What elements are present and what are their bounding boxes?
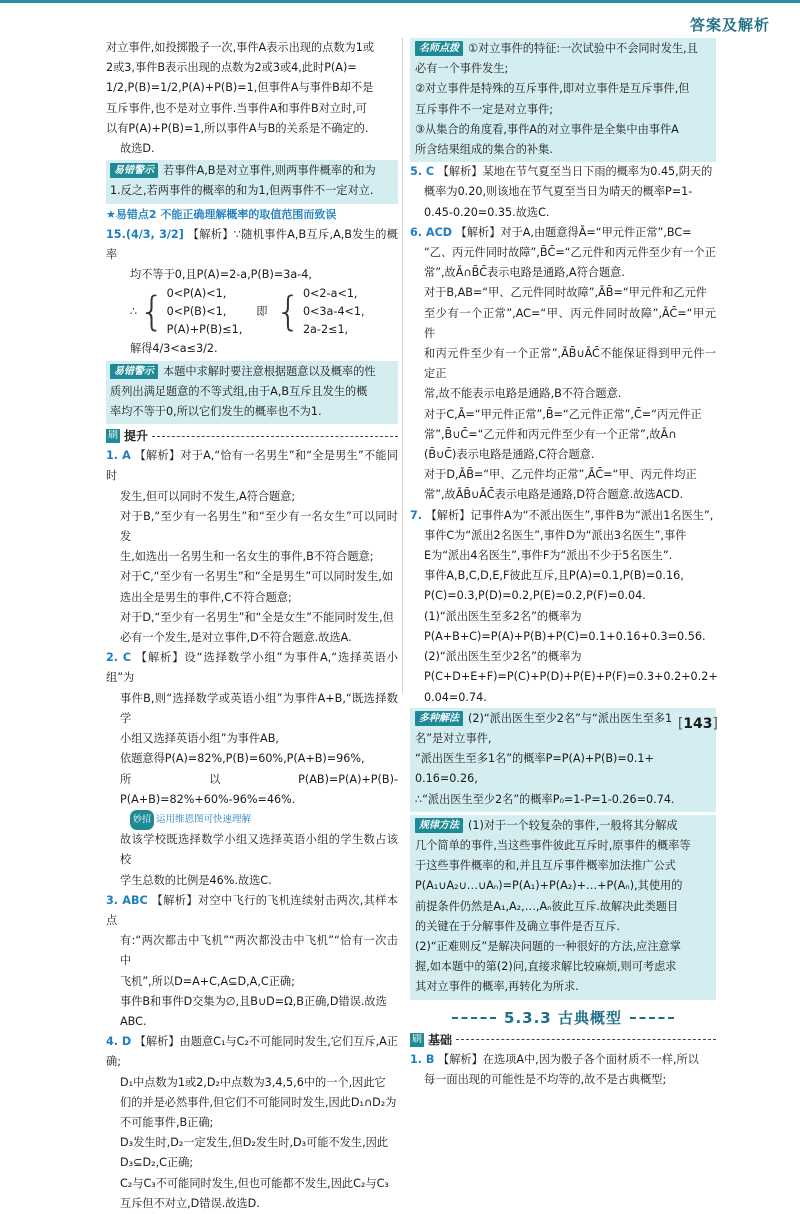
top-rule: [0, 0, 800, 3]
warning-text: 率均不等于0,所以它们发生的概率也不为1.: [110, 405, 322, 419]
system-b-line: 0<3a-4<1,: [302, 305, 365, 319]
dashed-rule: [630, 1017, 674, 1019]
q3-line: 事件B和事件D交集为∅,且B∪D=Ω,B正确,D错误.故选: [120, 994, 387, 1008]
mistake-point-2: ★易错点2 不能正确理解概率的取值范围而致误: [106, 207, 337, 221]
rule-text: 其对立事件的概率,再转化为所求.: [415, 980, 579, 994]
therefore-symbol: ∴: [130, 305, 138, 319]
q15-system: [106, 285, 398, 339]
intro-line: 故选D.: [120, 142, 155, 156]
q3-number: 3. ABC: [106, 893, 148, 907]
multi-text: ∴“派出医生至少2名”的概率P₀=1-P=1-0.26=0.74.: [415, 792, 675, 806]
multi-tag: 多种解法: [415, 711, 463, 726]
brush-icon: 刷: [412, 1033, 422, 1045]
b1-number: 1. B: [410, 1052, 435, 1066]
rule-text: 握,如本题中的第(2)问,直接求解比较麻烦,则可考虑求: [415, 960, 677, 974]
q2-line: 故该学校既选择数学小组又选择英语小组的学生数占该校: [120, 833, 398, 867]
q1-line: 发生,但可以同时不发生,A符合题意;: [120, 489, 296, 503]
system-b-line: 2a-2≤1,: [302, 323, 349, 337]
q6-line: (B̄∪C̄)表示电路是通路,C符合题意.: [424, 448, 595, 462]
q6-line: 常”,故ĀB̄∪ĀC̄表示电路是通路,D符合题意.故选ACD.: [424, 488, 684, 502]
warning-text: 1.反之,若两事件的概率的和为1,但两事件不一定对立.: [110, 184, 374, 198]
q7-line: (1)“派出医生至多2名”的概率为: [424, 609, 582, 623]
page-number-text: 143: [683, 716, 713, 732]
rule-text: 前提条件仍然是A₁,A₂,…,Aₙ彼此互斥.故解决此类题目: [415, 899, 679, 913]
brace-icon: {: [139, 289, 165, 336]
warning-tag: 易错警示: [110, 364, 158, 379]
section-tisheng: [106, 428, 398, 444]
q6-line: 常”,故Ā∩B̄C̄表示电路是通路,A符合题意.: [424, 266, 625, 280]
q7-line: (2)“派出医生至少2名”的概率为: [424, 650, 582, 664]
q6-line: 【解析】对于A,由题意得Ā=“甲元件正常”,BC=: [455, 225, 692, 239]
teacher-text: 互斥事件不一定是对立事件;: [415, 102, 554, 116]
rule-tag: 规律方法: [415, 818, 463, 833]
brace-icon: {: [275, 289, 301, 336]
q1-line: 对于D,“至少有一名男生”和“全是女生”不能同时发生,但: [120, 610, 394, 624]
rule-text: 几个简单的事件,当这些事件彼此互斥时,原事件的概率等: [415, 838, 691, 852]
q6-number: 6. ACD: [410, 225, 453, 239]
question-7: [410, 506, 716, 708]
q1-line: 对于C,“至少有一名男生”和“全是男生”可以同时发生,如: [120, 570, 394, 584]
teacher-text: ①对立事件的特征:一次试验中不会同时发生,且: [468, 42, 698, 55]
page-number: [143]: [677, 716, 718, 732]
tip-icon: 妙招: [130, 810, 154, 830]
b1-line: 每一面出现的可能性是不均等的,故不是古典概型;: [424, 1072, 667, 1086]
question-1: [106, 446, 398, 648]
q7-line: P(A+B+C)=P(A)+P(B)+P(C)=0.1+0.16+0.3=0.56.: [424, 629, 706, 643]
section-label: 提升: [124, 429, 149, 444]
q1-line: 对于B,“至少有一名男生”和“至少有一名女生”可以同时发: [120, 509, 398, 544]
q15-answer: (4/3, 3/2]: [125, 227, 184, 241]
multi-solution-box: [410, 708, 716, 812]
question-4: [106, 1032, 398, 1214]
question-15: [106, 225, 398, 360]
warning-text: 质列出满足题意的不等式组,由于A,B互斥且发生的概: [110, 384, 368, 398]
q5-line: 0.45-0.20=0.35.故选C.: [424, 205, 550, 219]
q1-line: 选出全是男生的事件,C不符合题意;: [120, 590, 292, 604]
teacher-text: ③从集合的角度看,事件A的对立事件是全集中由事件A: [415, 122, 679, 136]
multi-text: 0.16=0.26,: [415, 772, 478, 786]
left-column: [106, 38, 398, 1214]
q1-number: 1. A: [106, 449, 131, 463]
rule-text: (1)对于一个较复杂的事件,一般将其分解成: [468, 818, 678, 832]
q5-line: 【解析】某地在节气夏至当日下雨的概率为0.45,阴天的: [437, 165, 713, 179]
multi-text: (2)“派出医生至少2名”与“派出医生至多1: [468, 711, 673, 725]
section-title: [410, 1008, 716, 1028]
q3-line: 【解析】对空中飞行的飞机连续射击两次,其样本点: [106, 893, 398, 927]
intro-line: 互斥事件,也不是对立事件.当事件A和事件B对立时,可: [106, 101, 367, 115]
q4-line: 互斥但不对立,D错误.故选D.: [120, 1196, 260, 1210]
dashed-rule: [452, 1017, 496, 1019]
section-jichu: [410, 1032, 716, 1048]
system-b-line: 0<2-a<1,: [302, 287, 358, 301]
q2-line: 【解析】设“选择数学小组”为事件A,“选择英语小组”为: [106, 651, 398, 685]
q6-line: 常,故不能表示电路是通路,B不符合题意.: [424, 387, 622, 401]
q6-line: 常”,B̄∪C̄=“乙元件和丙元件至少有一个正常”,故Ā∩: [424, 427, 677, 441]
system-connector: 即: [256, 305, 268, 319]
q6-line: 和丙元件至少有一个正常”,ĀB̄∪ĀC̄不能保证得到甲元件一定正: [424, 347, 716, 381]
right-column: [410, 38, 716, 1090]
q15-solve: 解得4/3<a≤3/2.: [130, 342, 218, 356]
q7-line: 0.04=0.74.: [424, 690, 487, 704]
teacher-tag: 名师点拨: [415, 41, 463, 56]
teacher-text: 所含结果组成的集合的补集.: [415, 143, 553, 157]
rule-text: P(A₁∪A₂∪…∪Aₙ)=P(A₁)+P(A₂)+…+P(Aₙ),其使用的: [415, 879, 683, 893]
q2-line: 所以P(AB)=P(A)+P(B)-P(A+B)=82%+60%-96%=46%.: [120, 772, 398, 806]
teacher-tip-box: [410, 38, 716, 162]
question-5: [410, 162, 716, 223]
warning-box-1: [106, 160, 398, 203]
tip-text: 运用维恩图可快速理解: [156, 813, 252, 825]
system-a-line: 0<P(A)<1,: [166, 287, 227, 301]
question-3: [106, 891, 398, 1032]
q7-line: 事件A,B,C,D,E,F彼此互斥,且P(A)=0.1,P(B)=0.16,: [424, 569, 684, 583]
q4-line: 不可能事件,B正确;: [120, 1115, 214, 1129]
q2-tip: [106, 810, 398, 830]
q15-number: 15.: [106, 227, 126, 241]
q2-line: 小组又选择英语小组”为事件AB,: [120, 732, 279, 746]
q7-line: E为“派出4名医生”,事件F为“派出不少于5名医生”.: [424, 549, 673, 563]
q4-line: 【解析】由题意C₁与C₂不可能同时发生,它们互斥,A正确;: [106, 1035, 398, 1069]
q4-line: C₂与C₃不可能同时发生,但也可能都不发生,因此C₂与C₃: [120, 1176, 389, 1190]
question-6: [410, 223, 716, 506]
rule-text: 的关键在于分解事件及确立事件是否互斥.: [415, 919, 620, 933]
system-a-line: 0<P(B)<1,: [166, 305, 227, 319]
q15-line: 【解析】∵随机事件A,B互斥,A,B发生的概率: [106, 227, 398, 262]
q4-line: D₃⊆D₂,C正确;: [120, 1156, 194, 1170]
q7-line: 事件C为“派出2名医生”,事件D为“派出3名医生”,事件: [424, 528, 687, 542]
q15-line: 均不等于0,且P(A)=2-a,P(B)=3a-4,: [130, 268, 312, 282]
q1-line: 必有一个发生,是对立事件,D不符合题意.故选A.: [120, 631, 352, 645]
rule-text: 于这些事件概率的和,并且互斥事件概率加法推广公式: [415, 859, 676, 873]
warning-box-2: [106, 361, 398, 425]
rule-text: (2)“正难则反”是解决问题的一种很好的方法,应注意掌: [415, 939, 681, 953]
q1-line: 【解析】对于A,“恰有一名男生”和“全是男生”不能同时: [106, 449, 399, 483]
column-divider: [402, 38, 403, 693]
q2-number: 2. C: [106, 651, 132, 665]
q6-line: 对于C,Ā=“甲元件正常”,B̄=“乙元件正常”,C̄=“丙元件正: [424, 407, 702, 421]
q5-number: 5. C: [410, 165, 435, 179]
question-2: [106, 648, 398, 890]
q4-number: 4. D: [106, 1035, 132, 1049]
section-title-text: 5.3.3 古典概型: [504, 1008, 622, 1027]
q7-line: P(C)=0.3,P(D)=0.2,P(E)=0.2,P(F)=0.04.: [424, 589, 646, 603]
q1-line: 生,如选出一名男生和一名女生的事件,B不符合题意;: [120, 550, 374, 564]
dashed-rule: [152, 436, 398, 437]
q7-number: 7.: [410, 508, 423, 522]
q6-line: 对于B,AB=“甲、乙元件同时故障”,ĀB̄=“甲元件和乙元件: [424, 286, 707, 300]
q2-line: 学生总数的比例是46%.故选C.: [120, 873, 272, 887]
multi-text: “派出医生至多1名”的概率P=P(A)+P(B)=0.1+: [415, 752, 654, 766]
warning-text: 若事件A,B是对立事件,则两事件概率的和为: [163, 164, 376, 178]
teacher-text: 必有一个事件发生;: [415, 62, 509, 76]
intro-line: 对立事件,如投掷骰子一次,事件A表示出现的点数为1或: [106, 41, 375, 54]
warning-tag: 易错警示: [110, 163, 158, 178]
q5-line: 概率为0.20,则该地在节气夏至当日为晴天的概率P=1-: [424, 185, 693, 199]
q3-line: 飞机”,所以D=A+C,A⊆D,A,C正确;: [120, 974, 295, 988]
q6-line: 至少有一个正常”,AC=“甲、丙元件同时故障”,ĀC̄=“甲元件: [424, 306, 716, 340]
system-a-line: P(A)+P(B)≤1,: [166, 323, 243, 337]
q4-line: 们的并是必然事件,但它们不可能同时发生,因此D₁∩D₂为: [120, 1095, 397, 1109]
multi-text: 名”是对立事件,: [415, 731, 492, 745]
section-label: 基础: [428, 1032, 453, 1047]
q7-line: 【解析】记事件A为“不派出医生”,事件B为“派出1名医生”,: [425, 508, 714, 522]
q2-line: 依题意得P(A)=82%,P(B)=60%,P(A+B)=96%,: [120, 752, 365, 766]
intro-line: 2或3,事件B表示出现的点数为2或3或4,此时P(A)=: [106, 61, 357, 75]
header-title: 答案及解析: [689, 16, 770, 34]
dashed-rule: [456, 1039, 716, 1040]
q6-line: 对于D,ĀB̄=“甲、乙元件均正常”,ĀC̄=“甲、丙元件均正: [424, 468, 697, 482]
q2-line: 事件B,则“选择数学或英语小组”为事件A+B,“既选择数学: [120, 691, 398, 725]
basic-question-1: [410, 1050, 716, 1090]
q4-line: D₃发生时,D₂一定发生,但D₂发生时,D₃可能不发生,因此: [120, 1136, 388, 1150]
warning-text: 本题中求解时要注意根据题意以及概率的性: [163, 364, 376, 378]
brush-icon: 刷: [108, 430, 118, 442]
b1-line: 【解析】在选项A中,因为骰子各个面材质不一样,所以: [438, 1052, 699, 1066]
rule-method-box: [410, 815, 716, 1000]
q3-line: 有:“两次都击中飞机”“两次都没击中飞机”“恰有一次击中: [120, 934, 398, 968]
q3-line: ABC.: [120, 1014, 147, 1028]
teacher-text: ②对立事件是特殊的互斥事件,即对立事件是互斥事件,但: [415, 82, 690, 96]
q7-line: P(C+D+E+F)=P(C)+P(D)+P(E)+P(F)=0.3+0.2+0.2+: [424, 670, 718, 684]
intro-line: 以有P(A)+P(B)=1,所以事件A与B的关系是不确定的.: [106, 121, 369, 135]
q4-line: D₁中点数为1或2,D₂中点数为3,4,5,6中的一个,因此它: [120, 1075, 386, 1089]
q6-line: “乙、丙元件同时故障”,B̄C̄=“乙元件和丙元件至少有一个正: [424, 246, 716, 260]
intro-line: 1/2,P(B)=1/2,P(A)+P(B)=1,但事件A与事件B却不是: [106, 81, 374, 95]
